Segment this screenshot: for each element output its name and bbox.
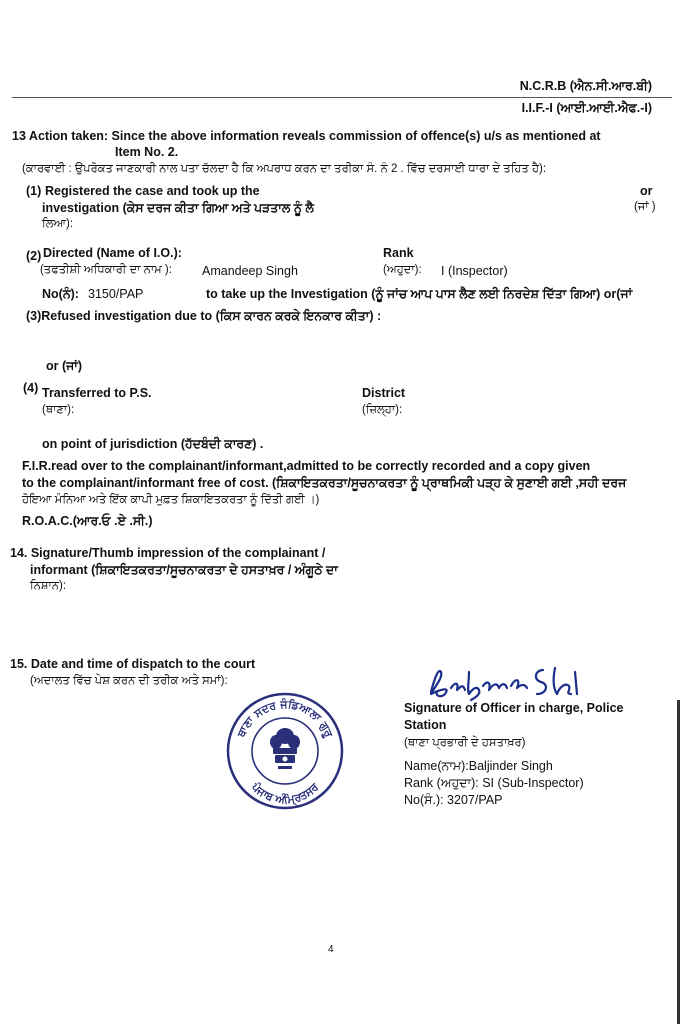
header-divider <box>12 97 672 98</box>
transferred-label: Transferred to P.S. <box>42 386 152 400</box>
officer-name: Name(ਨਾਮ):Baljinder Singh <box>404 759 553 773</box>
item13-heading-pa: (ਕਾਰਵਾਈ : ਉਪਰੋਕਤ ਜਾਣਕਾਰੀ ਨਾਲ ਪਤਾ ਚੱਲਦਾ ਹੈ ਕਿ ਅਪਰਾਧ ਕਰਨ ਦਾ ਤਰੀਕਾ ਸੰ. ਨੰ 2 . ਵਿੱਚ ਦਰਸਾਈ ਧਾਰਾ ਦੇ ਤਹਿਤ ਹੈ): <box>22 163 547 175</box>
option2-directed-label-pa: (ਤਫਤੀਸ਼ੀ ਅਧਿਕਾਰੀ ਦਾ ਨਾਮ ): <box>40 264 172 276</box>
io-rank: I (Inspector) <box>441 264 508 278</box>
thana-label: (ਥਾਣਾ): <box>42 404 75 416</box>
io-name: Amandeep Singh <box>202 264 298 278</box>
officer-signature-line1: Signature of Officer in charge, Police <box>404 701 624 715</box>
officer-signature-line2: Station <box>404 718 447 732</box>
option1-line2: investigation (ਕੇਸ ਦਰਜ ਕੀਤਾ ਗਿਆ ਅਤੇ ਪੜਤਾਲ ਨੂੰ ਲੈ <box>42 201 314 215</box>
no-label: No(ਨੰ): <box>42 287 79 301</box>
district-label: District <box>362 386 406 400</box>
item14-line2: informant (ਸ਼ਿਕਾਇਤਕਰਤਾ/ਸੂਚਨਾਕਰਤਾ ਦੇ ਹਸਤਾਖ਼ਰ / ਅੰਗੂਠੇ ਦਾ <box>30 563 338 577</box>
option4-number: (4) <box>23 381 39 395</box>
option2-directed-label: Directed (Name of I.O.): <box>43 246 182 260</box>
or-label-pa: (ਜਾਂ ) <box>634 201 656 213</box>
rank-label-pa: (ਅਹੁਦਾ): <box>383 264 422 276</box>
take-up-investigation: to take up the Investigation (ਨੂੰ ਜਾਂਚ ਆਪ ਪਾਸ ਲੈਣ ਲਈ ਨਿਰਦੇਸ਼ ਦਿੱਤਾ ਗਿਆ) or(ਜਾਂ <box>206 287 633 301</box>
option1-number: (1) <box>26 184 42 198</box>
scrollbar[interactable] <box>677 700 680 1024</box>
district-label-pa: (ਜ਼ਿਲ੍ਹਾ): <box>362 404 403 416</box>
item15-line2: (ਅਦਾਲਤ ਵਿੱਚ ਪੇਸ਼ ਕਰਨ ਦੀ ਤਰੀਕ ਅਤੇ ਸਮਾਂ): <box>30 675 228 687</box>
officer-number: No(ਸੰ.): 3207/PAP <box>404 793 503 807</box>
option2-number: (2) <box>26 249 42 263</box>
iif-label: I.I.F.-I (ਆਈ.ਆਈ.ਐਫ.-I) <box>521 101 652 115</box>
option1-line3: ਲਿਆ): <box>42 218 74 230</box>
fir-line1: F.I.R.read over to the complainant/informant,admitted to be correctly recorded and a copy given <box>22 459 591 473</box>
fir-line3: ਹੋਇਆ ਮੰਨਿਆ ਅਤੇ ਇੱਕ ਕਾਪੀ ਮੁਫ਼ਤ ਸ਼ਿਕਾਇਤਕਰਤਾ ਨੂੰ ਦਿੱਤੀ ਗਈ ।) <box>22 494 320 506</box>
fir-line2: to the complainant/informant free of cost. (ਸ਼ਿਕਾਇਤਕਰਤਾ/ਸੂਚਨਾਕਰਤਾ ਨੂੰ ਪ੍ਰਾਥਮਿਕੀ ਪੜ੍ਹ ਕੇ ਸੁਣਾਈ ਗਈ ,ਸਹੀ ਦਰਜ <box>22 476 627 490</box>
page-number: 4 <box>328 944 334 955</box>
rank-label: Rank <box>383 246 414 260</box>
ncrb-label: N.C.R.B (ਐਨ.ਸੀ.ਆਰ.ਬੀ) <box>519 79 652 93</box>
jurisdiction-line: on point of jurisdiction (ਹੱਦਬੰਦੀ ਕਾਰਣ) . <box>42 437 264 451</box>
svg-text:ਥਾਣਾ ਸਦਰ ਜੰਡਿਆਲਾ ਗੁਰੂ: ਥਾਣਾ ਸਦਰ ਜੰਡਿਆਲਾ ਗੁਰੂ <box>234 697 336 740</box>
io-number: 3150/PAP <box>88 287 144 301</box>
item13-heading-cont: Item No. 2. <box>115 145 179 159</box>
roac-line: R.O.A.C.(ਆਰ.ਓ .ਏ .ਸੀ.) <box>22 514 153 528</box>
police-stamp <box>224 690 346 812</box>
item13-heading: 13 Action taken: Since the above information reveals commission of offence(s) u/s as mentioned at <box>12 129 601 143</box>
officer-signature-pa: (ਥਾਣਾ ਪ੍ਰਭਾਰੀ ਦੇ ਹਸਤਾਖ਼ਰ) <box>404 737 526 749</box>
option1-line1: Registered the case and took up the <box>45 184 260 198</box>
item14-line3: ਨਿਸ਼ਾਨ): <box>30 580 67 592</box>
item15-line1: 15. Date and time of dispatch to the court <box>10 657 256 671</box>
officer-signature <box>425 660 605 702</box>
or-ja-label: or (ਜਾਂ) <box>46 359 82 373</box>
officer-rank: Rank (ਅਹੁਦਾ): SI (Sub-Inspector) <box>404 776 584 790</box>
item14-line1: 14. Signature/Thumb impression of the complainant / <box>10 546 326 560</box>
option3-refused: (3)Refused investigation due to (ਕਿਸ ਕਾਰਨ ਕਰਕੇ ਇਨਕਾਰ ਕੀਤਾ) : <box>26 309 382 323</box>
or-label: or <box>640 184 653 198</box>
svg-text:ਪੰਜਾਬ ਅੰਮ੍ਰਿਤਸਰ: ਪੰਜਾਬ ਅੰਮ੍ਰਿਤਸਰ <box>248 780 322 807</box>
